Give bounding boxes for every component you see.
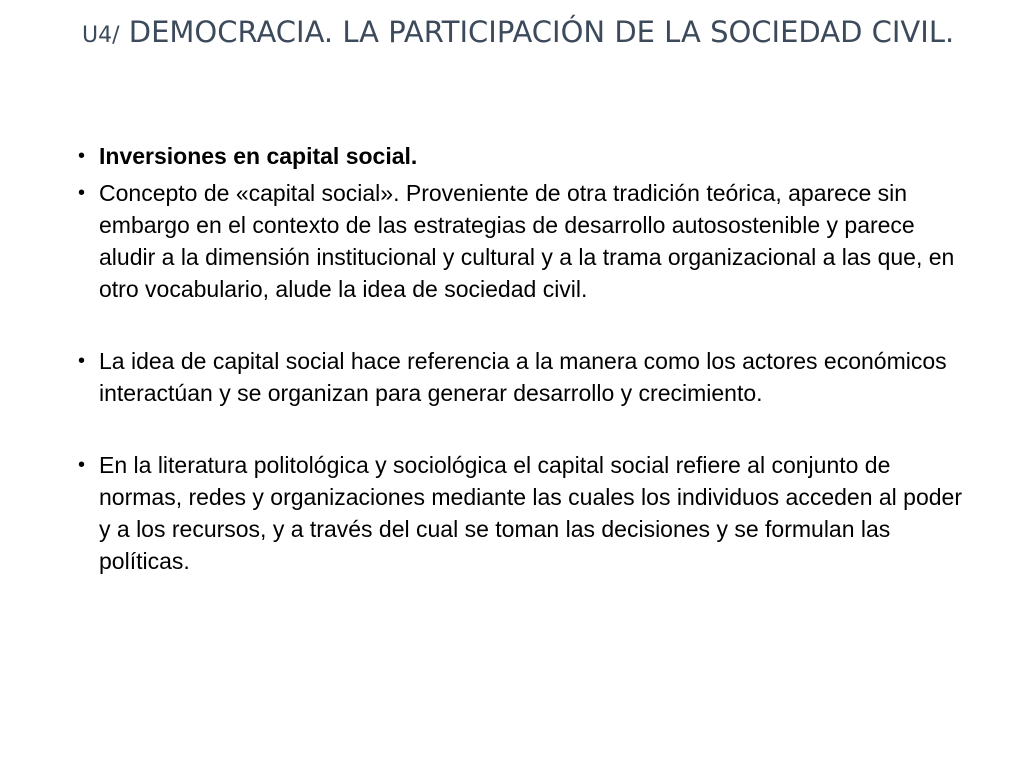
slide-title <box>82 8 962 60</box>
bullet-text: Concepto de «capital social». Proveniente de otra tradición teórica, aparece sin embargo en el contexto de las estrategias de desarrollo autosostenible y parece aludir a la dimensión institucional y cultural y a la trama organizacional a las que, en otro vocabulario, alude la idea de sociedad civil. <box>99 180 955 302</box>
bullet-dot: • <box>78 454 86 476</box>
bullet-dot: • <box>78 182 86 204</box>
bullet-item <box>78 345 968 409</box>
bullet-text: La idea de capital social hace referencia a la manera como los actores económicos interactúan y se organizan para generar desarrollo y crecimiento. <box>99 348 947 406</box>
bullet-text: En la literatura politológica y sociológica el capital social refiere al conjunto de normas, redes y organizaciones mediante las cuales los individuos acceden al poder y a los recursos, y a través del cual se toman las decisiones y se formulan las políticas. <box>99 452 962 574</box>
bullet-item <box>78 177 968 305</box>
bullet-item <box>78 140 968 172</box>
bullet-item <box>78 449 968 577</box>
bullet-dot: • <box>78 350 86 372</box>
slide-title-text: DEMOCRACIA. LA PARTICIPACIÓN DE LA SOCIEDAD CIVIL. <box>119 15 955 49</box>
bullet-list <box>78 140 968 582</box>
slide-title-prefix: U4/ <box>82 23 120 48</box>
bullet-text: Inversiones en capital social. <box>99 143 418 169</box>
bullet-dot: • <box>78 145 86 167</box>
